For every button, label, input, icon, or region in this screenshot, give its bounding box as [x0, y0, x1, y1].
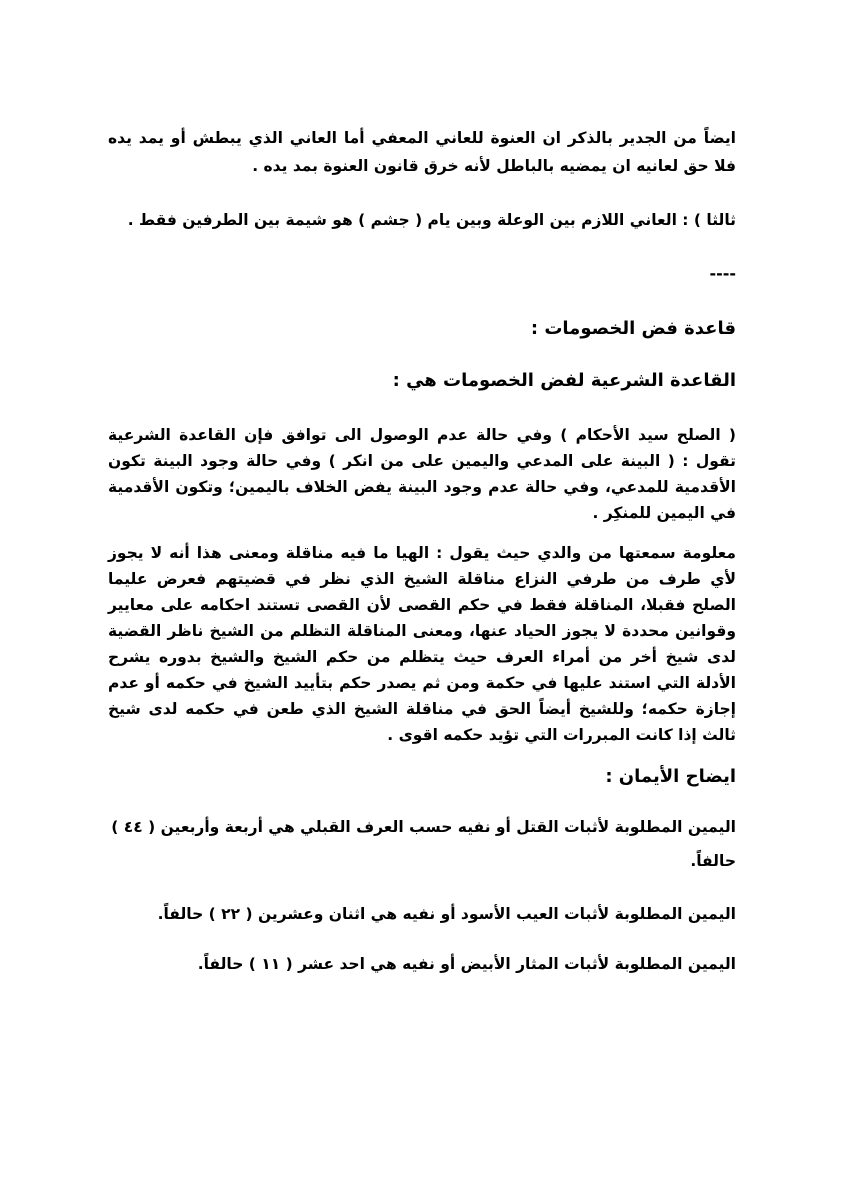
section-separator: ---- [709, 264, 736, 283]
paragraph-third-point: ثالثا ) : العاني اللازم بين الوعلة وبين يام ( جشم ) هو شيمة بين الطرفين فقط . [127, 211, 736, 229]
heading-dispute-rule: قاعدة فض الخصومات : [530, 318, 736, 339]
paragraph-sulh: ( الصلح سيد الأحكام ) وفي حالة عدم الوصول الى توافق فإن القاعدة الشرعية تقول : ( البينة على المدعي واليمين على من انكر ) وفي حالة وجود البينة تكون الأقدمية للمدعي، وفي حالة عدم وجود البينة يفض الخلاف باليمين؛ وتكون الأقدمية في اليمين للمنكِر . [108, 426, 736, 522]
document-body [108, 124, 736, 978]
paragraph-pardon-rule: ايضاً من الجدير بالذكر ان العنوة للعاني المعفي أما العاني الذي يبطش أو يمد يده فلا حق لعانيه ان يمضيه بالباطل لأنه خرق قانون العنوة بمد يده . [108, 129, 736, 175]
heading-sharia-rule: القاعدة الشرعية لفض الخصومات هي : [392, 370, 736, 391]
heading-oaths: ايضاح الأيمان : [605, 766, 736, 787]
oath-white-dispute: اليمين المطلوبة لأثبات المثار الأبيض أو نفيه هي احد عشر ( ١١ ) حالفاً. [197, 955, 736, 973]
oath-black-shame: اليمين المطلوبة لأثبات العيب الأسود أو نفيه هي اثنان وعشرين ( ٢٢ ) حالفاً. [157, 905, 736, 923]
oath-killing: اليمين المطلوبة لأثبات القتل أو نفيه حسب العرف القبلي هي أربعة وأربعين ( ٤٤ ) حالفاً. [111, 818, 736, 870]
paragraph-munaqala: معلومة سمعتها من والدي حيث يقول : الهيا ما فيه مناقلة ومعنى هذا أنه لا يجوز لأي طرف من طرفي النزاع مناقلة الشيخ الذي نظر في قضيتهم فعرض عليما الصلح فقبلا، المناقلة فقط في حكم القصى لأن القصى تستند احكامه على معايير وقوانين محددة لا يجوز الحياد عنها، ومعنى المناقلة التظلم من الشيخ ناظر القضية لدى شيخ أخر من أمراء العرف حيث يتظلم من حكم الشيخ والشيخ بدوره يشرح الأدلة التي استند عليها في حكمة ومن ثم يصدر حكم بتأييد الشيخ في حكمه أو عدم إجازة حكمه؛ وللشيخ أيضاً الحق في مناقلة الشيخ الذي طعن في حكمه لدى شيخ ثالث إذا كانت المبررات التي تؤيد حكمه اقوى . [108, 544, 736, 744]
